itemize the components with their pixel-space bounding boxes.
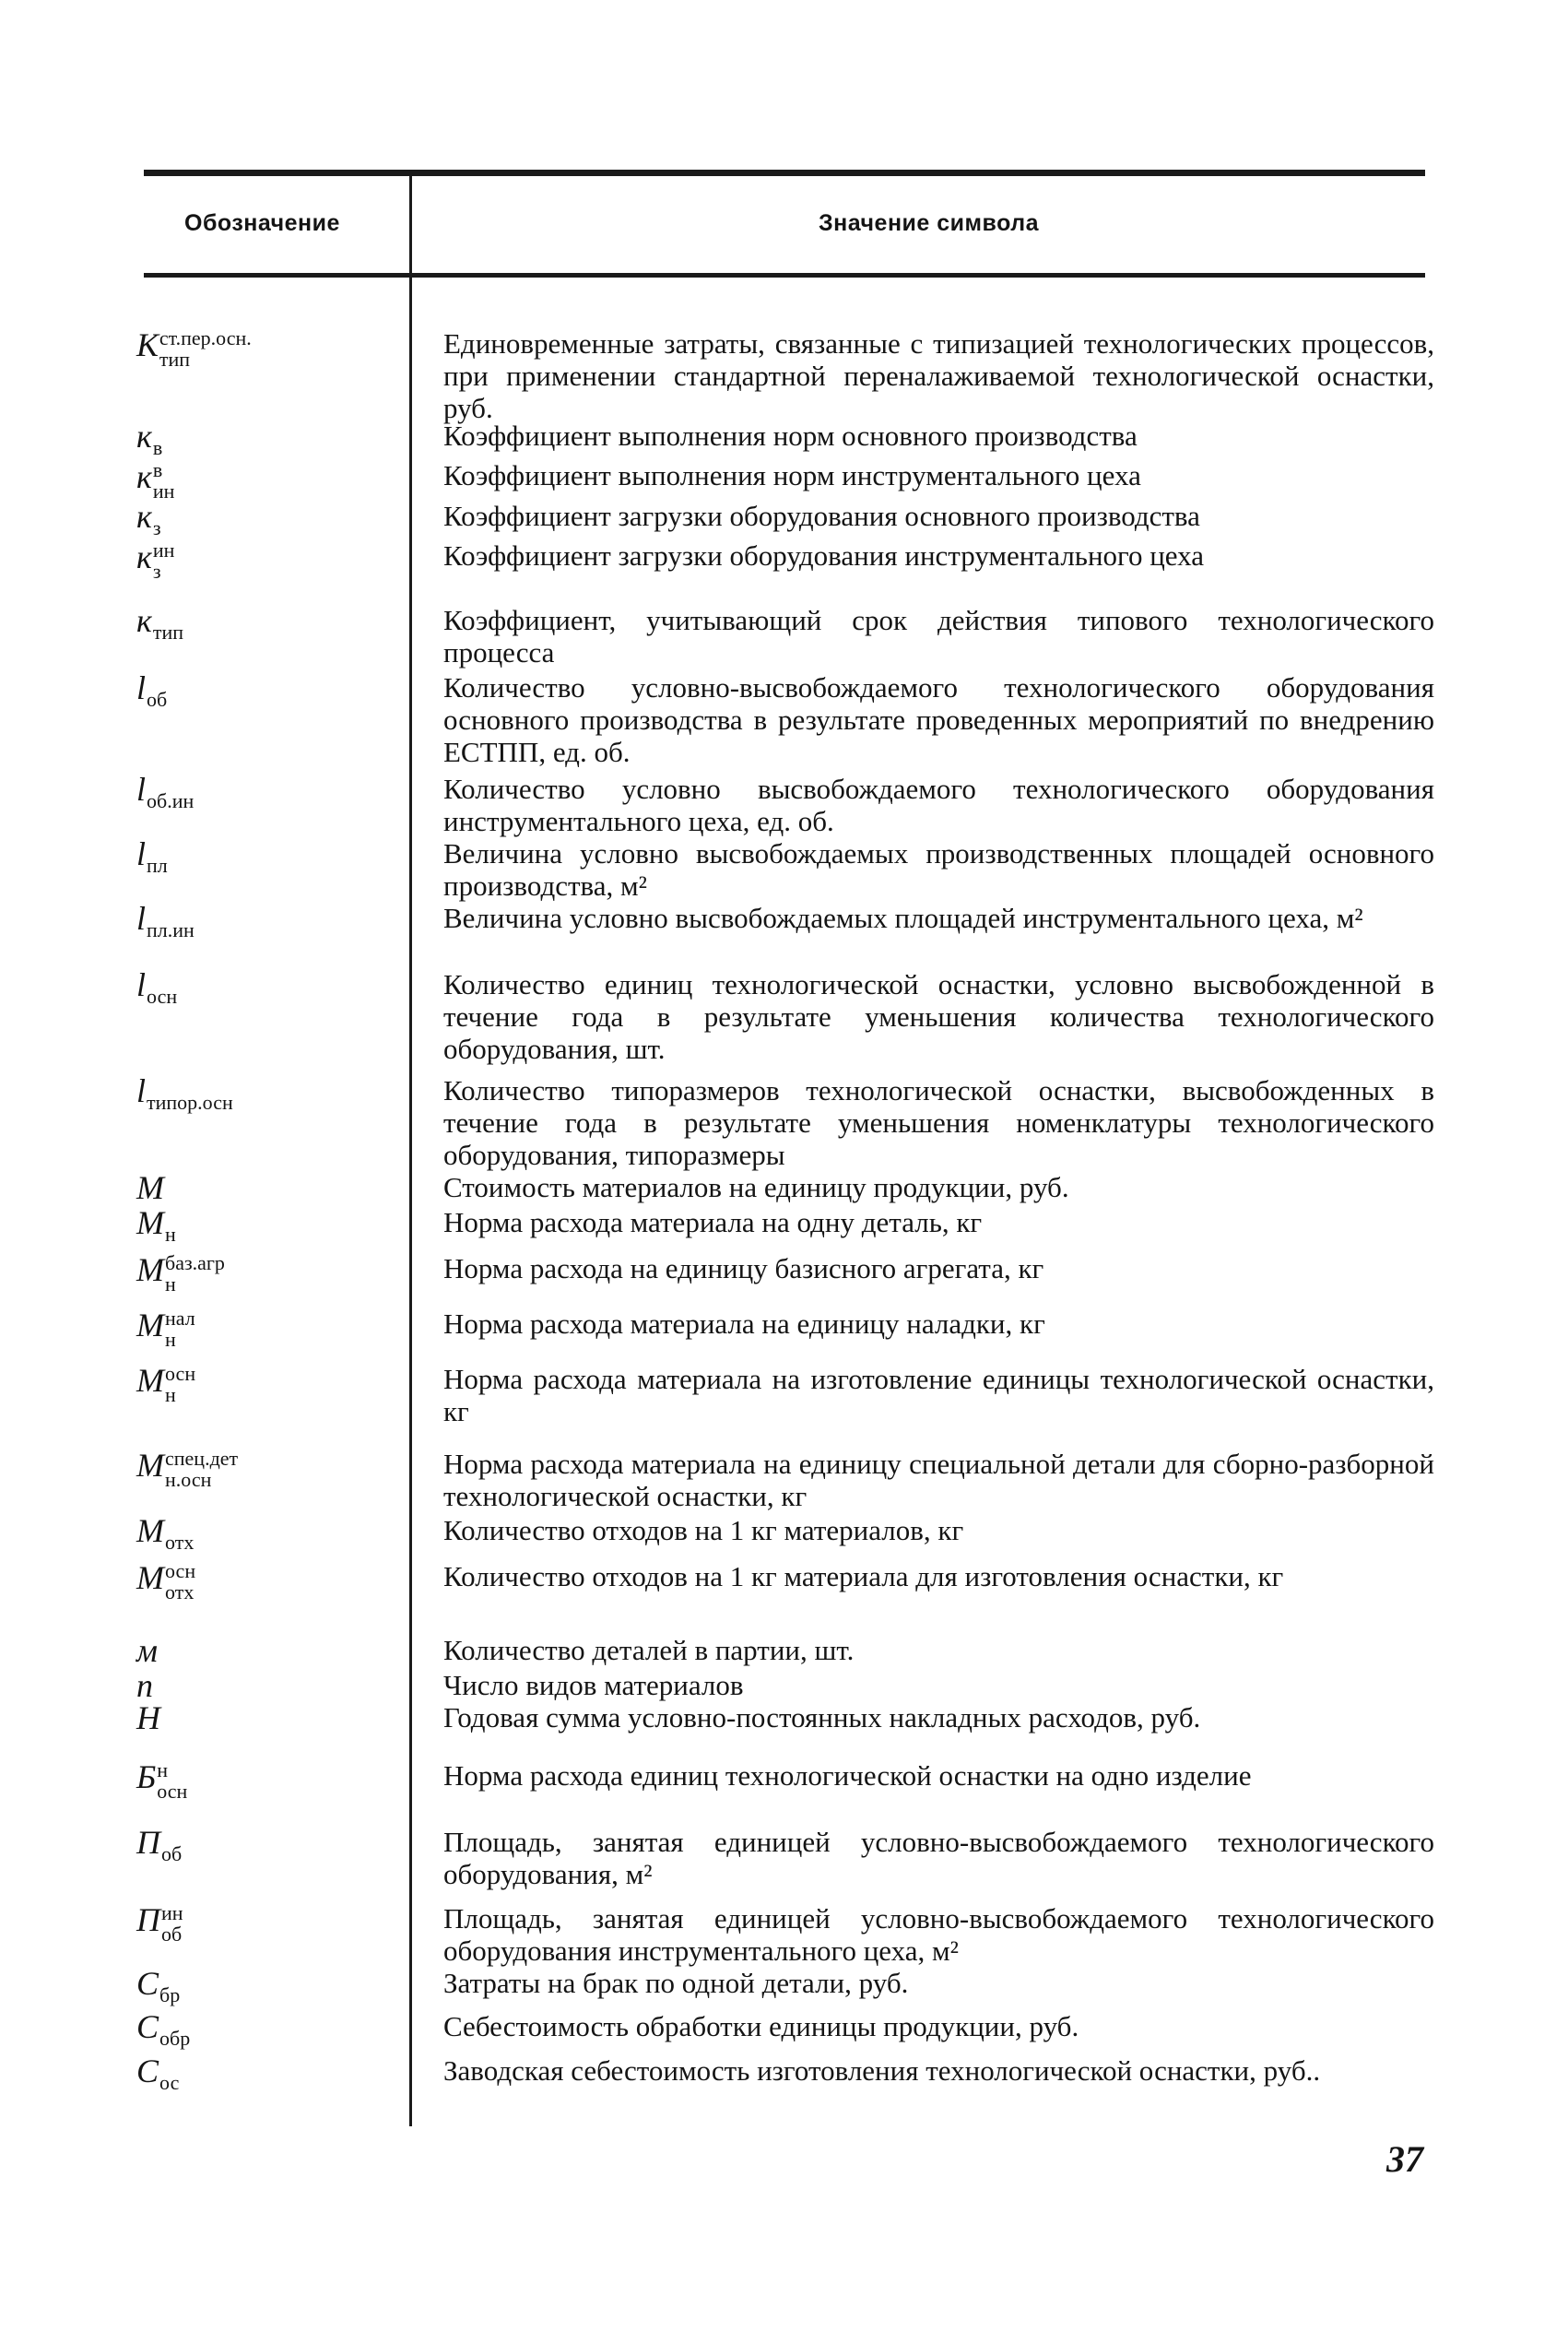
symbol-cell <box>136 902 195 941</box>
symbol-base: П <box>136 1901 160 1939</box>
symbol-indices <box>165 1252 225 1295</box>
symbol-subscript: осн <box>147 985 178 1008</box>
symbol-cell <box>136 671 167 710</box>
symbol-description: Годовая сумма условно-постоянных накладных расходов, руб. <box>443 1701 1201 1733</box>
symbol-cell <box>136 1252 225 1295</box>
symbol-subscript: тип <box>159 348 191 372</box>
symbol-subscript: бр <box>159 1983 181 2006</box>
symbol-cell <box>136 1701 160 1734</box>
symbol-description: Норма расхода материала на одну деталь, кг <box>443 1206 983 1238</box>
symbol-superscript: ин <box>152 538 175 562</box>
meaning-column-header: Значение символа <box>819 210 1040 236</box>
symbol-subscript: в <box>152 436 163 459</box>
symbol-subscript: обр <box>159 2027 191 2050</box>
symbol-description: Норма расхода материала на единицу специальной детали для сборно-разборной технологической оснастки, кг <box>443 1448 1434 1512</box>
symbol-subscript: типор.осн <box>147 1091 233 1114</box>
symbol-base: М <box>136 1307 164 1344</box>
symbol-cell <box>136 1171 164 1204</box>
symbol-cell <box>136 420 162 458</box>
symbol-indices <box>153 539 175 582</box>
symbol-cell <box>136 2054 179 2093</box>
symbol-description: Количество условно-высвобождаемого технологического оборудования основного производства в результате проведенных мероприятий по внедрению ЕСТПП, ед. об. <box>443 671 1434 768</box>
symbol-subscript: з <box>152 516 161 539</box>
symbol-base: l <box>136 771 147 808</box>
symbol-base: к <box>136 602 152 639</box>
symbol-superscript: н <box>157 1758 169 1781</box>
symbol-cell <box>136 539 174 582</box>
symbol-superscript: нал <box>165 1307 195 1330</box>
symbol-base: l <box>136 900 147 937</box>
symbol-description: Единовременные затраты, связанные с типизацией технологических процессов, при применении стандартной переналаживаемой технологической оснастки, руб. <box>443 327 1434 424</box>
symbol-base: Б <box>136 1758 157 1796</box>
symbol-superscript: ст.пер.осн. <box>159 326 252 349</box>
symbol-cell <box>136 968 177 1007</box>
symbol-subscript: н <box>165 1383 176 1407</box>
symbol-description: Норма расхода материала на единицу наладки, кг <box>443 1307 1045 1340</box>
symbol-subscript: об <box>161 1842 183 1865</box>
symbol-indices <box>165 1560 195 1603</box>
symbol-description: Норма расхода материала на изготовление единицы технологической оснастки, кг <box>443 1363 1434 1427</box>
symbol-cell <box>136 1514 194 1553</box>
symbol-base: М <box>136 1251 164 1289</box>
symbol-cell <box>136 1669 153 1702</box>
symbol-base: С <box>136 1965 159 2002</box>
symbol-base: С <box>136 2053 159 2089</box>
symbol-description: Количество отходов на 1 кг материала для изготовления оснастки, кг <box>443 1560 1284 1592</box>
symbol-cell <box>136 837 168 876</box>
symbol-description: Величина условно высвобождаемых производственных площадей основного производства, м² <box>443 837 1434 902</box>
symbol-cell <box>136 1074 233 1113</box>
symbol-subscript: ос <box>159 2071 180 2094</box>
symbol-subscript: осн <box>157 1780 188 1804</box>
symbol-description: Количество единиц технологической оснастки, условно высвобожденной в течение года в результате уменьшения количества технологического оборудования, шт. <box>443 968 1434 1065</box>
symbol-base: Н <box>136 1699 160 1736</box>
symbol-description: Количество отходов на 1 кг материалов, кг <box>443 1514 964 1546</box>
symbol-description: Затраты на брак по одной детали, руб. <box>443 1967 909 1999</box>
symbol-superscript: осн <box>165 1362 196 1385</box>
symbol-subscript: н <box>165 1328 176 1352</box>
symbol-description: Число видов материалов <box>443 1669 744 1701</box>
symbol-base: l <box>136 1072 147 1109</box>
symbol-description: Коэффициент загрузки оборудования инструментального цеха <box>443 539 1205 572</box>
symbol-description: Количество деталей в партии, шт. <box>443 1634 855 1666</box>
symbol-indices <box>165 1307 195 1350</box>
symbol-base: l <box>136 669 147 706</box>
symbol-subscript: н <box>165 1272 176 1296</box>
symbol-subscript: об.ин <box>147 789 195 812</box>
symbol-indices <box>153 459 175 502</box>
symbol-subscript: об <box>161 1923 183 1946</box>
symbol-description: Заводская себестоимость изготовления технологической оснастки, руб.. <box>443 2054 1321 2087</box>
symbol-cell <box>136 773 194 811</box>
symbol-base: М <box>136 1512 164 1549</box>
symbol-indices <box>157 1759 187 1802</box>
table-header-rule <box>144 273 1425 278</box>
symbol-base: М <box>136 1362 164 1400</box>
symbol-description: Норма расхода на единицу базисного агрегата, кг <box>443 1252 1044 1284</box>
symbol-cell <box>136 1902 183 1945</box>
symbol-base: м <box>136 1632 158 1669</box>
symbol-description: Коэффициент, учитывающий срок действия типового технологического процесса <box>443 604 1434 669</box>
symbol-subscript: отх <box>165 1531 195 1554</box>
symbol-description: Количество типоразмеров технологической оснастки, высвобожденных в течение года в результате уменьшения номенклатуры технологического оборудования, типоразмеры <box>443 1074 1434 1171</box>
symbol-base: М <box>136 1169 164 1206</box>
symbol-subscript: пл <box>147 854 168 877</box>
symbol-subscript: н.осн <box>165 1468 212 1492</box>
column-divider <box>409 173 412 2126</box>
symbol-base: l <box>136 835 147 872</box>
symbol-cell <box>136 1206 176 1245</box>
symbol-description: Величина условно высвобождаемых площадей инструментального цеха, м² <box>443 902 1363 934</box>
symbol-indices <box>161 1902 183 1945</box>
symbol-subscript: ин <box>152 479 175 503</box>
symbol-subscript: отх <box>165 1580 195 1604</box>
symbol-indices <box>159 327 252 370</box>
symbol-column-header: Обозначение <box>184 210 340 236</box>
symbol-cell <box>136 2010 190 2049</box>
symbol-base: М <box>136 1447 164 1485</box>
symbol-description: Себестоимость обработки единицы продукции, руб. <box>443 2010 1079 2042</box>
symbol-base: к <box>136 458 152 496</box>
symbol-subscript: з <box>152 560 161 584</box>
symbol-subscript: пл.ин <box>147 918 195 941</box>
symbol-cell <box>136 1967 180 2006</box>
symbol-base: К <box>136 326 159 364</box>
symbol-subscript: тип <box>152 621 184 644</box>
symbol-superscript: в <box>152 458 163 481</box>
symbol-description: Стоимость материалов на единицу продукции, руб. <box>443 1171 1069 1203</box>
symbol-base: С <box>136 2008 159 2045</box>
page-number: 37 <box>1386 2138 1423 2180</box>
symbol-cell <box>136 500 161 538</box>
symbol-subscript: н <box>165 1223 176 1246</box>
symbol-description: Коэффициент выполнения норм инструментального цеха <box>443 459 1141 491</box>
symbol-indices <box>165 1363 195 1405</box>
symbol-cell <box>136 327 252 370</box>
symbol-description: Норма расхода единиц технологической оснастки на одно изделие <box>443 1759 1252 1792</box>
symbol-description: Площадь, занятая единицей условно-высвобождаемого технологического оборудования, м² <box>443 1826 1434 1890</box>
symbol-cell <box>136 1307 195 1350</box>
symbol-cell <box>136 604 183 643</box>
symbol-cell <box>136 1759 187 1802</box>
symbol-description: Коэффициент загрузки оборудования основного производства <box>443 500 1200 532</box>
symbol-base: к <box>136 418 152 455</box>
symbol-cell <box>136 1634 158 1667</box>
symbol-cell <box>136 1560 195 1603</box>
symbol-base: к <box>136 498 152 535</box>
symbol-base: П <box>136 1824 160 1861</box>
symbol-superscript: баз.агр <box>165 1251 225 1274</box>
symbol-superscript: ин <box>161 1901 183 1924</box>
symbol-indices <box>165 1448 238 1490</box>
table-top-rule <box>144 170 1425 176</box>
symbol-cell <box>136 1826 182 1864</box>
symbol-description: Количество условно высвобождаемого технологического оборудования инструментального цеха, ед. об. <box>443 773 1434 837</box>
symbol-cell <box>136 459 174 502</box>
symbol-description: Коэффициент выполнения норм основного производства <box>443 420 1138 452</box>
symbol-base: к <box>136 538 152 576</box>
symbol-cell <box>136 1363 195 1405</box>
symbol-superscript: осн <box>165 1559 196 1582</box>
symbol-subscript: об <box>147 688 168 711</box>
symbol-base: n <box>136 1667 153 1704</box>
symbol-base: l <box>136 966 147 1003</box>
symbol-base: М <box>136 1559 164 1597</box>
symbol-description: Площадь, занятая единицей условно-высвобождаемого технологического оборудования инструментального цеха, м² <box>443 1902 1434 1967</box>
symbol-superscript: спец.дет <box>165 1447 239 1470</box>
symbol-base: М <box>136 1204 164 1241</box>
symbol-cell <box>136 1448 238 1490</box>
